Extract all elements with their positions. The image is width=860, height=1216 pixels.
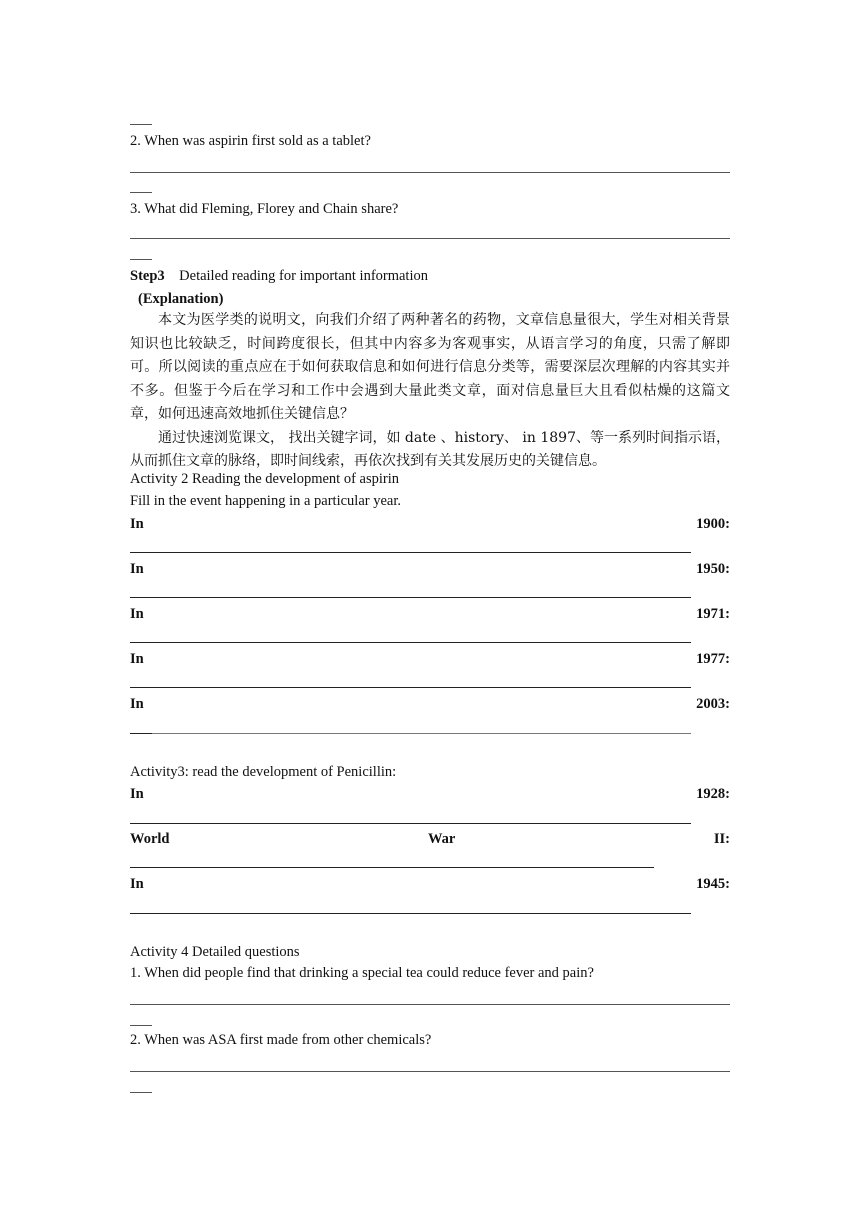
year-row xyxy=(130,695,730,713)
row-year: 1971: xyxy=(696,606,730,622)
explanation-paragraph-1: 本文为医学类的说明文，向我们介绍了两种著名的药物，文章信息量很大，学生对相关背景知识也比较缺乏，时间跨度很长，但其中内容多为客观事实，从语言学习的角度，只需了解即可。所以阅读的重点应在于如何获取信息和如何进行信息分类等，需要深层次理解的内容其实并不多。但鉴于今后在学习和工作中会遇到大量此类文章，面对信息量巨大且看似枯燥的这篇文章，如何迅速高效地抓住关键信息？ xyxy=(130,312,730,422)
answer-line[interactable] xyxy=(130,1004,730,1005)
activity4-question-2: 2. When was ASA first made from other chemicals? xyxy=(130,1032,432,1048)
activity4-question-1: 1. When did people find that drinking a special tea could reduce fever and pain? xyxy=(130,965,594,981)
row-year: 1977: xyxy=(696,651,730,667)
answer-line[interactable] xyxy=(130,1071,730,1072)
answer-line[interactable] xyxy=(130,823,691,824)
activity2-title: Activity 2 Reading the development of aspirin xyxy=(130,471,399,487)
row-year: 2003: xyxy=(696,696,730,712)
answer-line[interactable] xyxy=(130,172,730,173)
activity3-title: Activity3: read the development of Penicillin: xyxy=(130,764,397,780)
answer-line[interactable] xyxy=(130,913,691,914)
year-row xyxy=(130,515,730,533)
answer-line-stub xyxy=(130,259,152,260)
answer-line-stub xyxy=(130,1025,152,1026)
row-year: 1900: xyxy=(696,516,730,532)
row-in: In xyxy=(130,561,144,577)
explanation-label: (Explanation) xyxy=(138,291,224,307)
activity2-instruction: Fill in the event happening in a particular year. xyxy=(130,493,401,509)
row-ii: II: xyxy=(713,831,730,847)
answer-line[interactable] xyxy=(130,642,691,643)
row-in: In xyxy=(130,606,144,622)
year-row xyxy=(130,785,730,803)
year-row xyxy=(130,560,730,578)
row-year: 1950: xyxy=(696,561,730,577)
year-row xyxy=(130,650,730,668)
row-war: War xyxy=(427,831,456,847)
row-world: World xyxy=(130,831,170,847)
answer-line[interactable] xyxy=(130,867,654,868)
year-row xyxy=(130,875,730,893)
answer-line-stub xyxy=(130,1092,152,1093)
row-in: In xyxy=(130,876,144,892)
ww2-row xyxy=(130,830,730,848)
step3-label: Step3 xyxy=(130,268,165,284)
activity4-title: Activity 4 Detailed questions xyxy=(130,944,300,960)
explanation-text xyxy=(130,309,730,474)
row-in: In xyxy=(130,786,144,802)
question-2: 2. When was aspirin first sold as a tablet? xyxy=(130,133,371,149)
row-in: In xyxy=(130,651,144,667)
answer-line[interactable] xyxy=(130,597,691,598)
answer-line-stub xyxy=(130,733,152,734)
row-year: 1945: xyxy=(696,876,730,892)
question-3: 3. What did Fleming, Florey and Chain share? xyxy=(130,201,399,217)
answer-line[interactable] xyxy=(130,687,691,688)
step3-heading xyxy=(130,267,428,285)
answer-line[interactable] xyxy=(130,552,691,553)
row-in: In xyxy=(130,696,144,712)
step3-title: Detailed reading for important information xyxy=(179,268,428,284)
answer-line-stub xyxy=(130,124,152,125)
explanation-paragraph-2: 通过快速浏览课文， 找出关键字词，如 date 、history、 in 1897、等一系列时间指示语，从而抓住文章的脉络，即时间线索，再依次找到有关其发展历史的关键信息。 xyxy=(130,429,730,469)
row-in: In xyxy=(130,516,144,532)
row-year: 1928: xyxy=(696,786,730,802)
answer-line[interactable] xyxy=(130,238,730,239)
year-row xyxy=(130,605,730,623)
answer-line-stub xyxy=(130,192,152,193)
answer-line[interactable] xyxy=(152,733,691,734)
